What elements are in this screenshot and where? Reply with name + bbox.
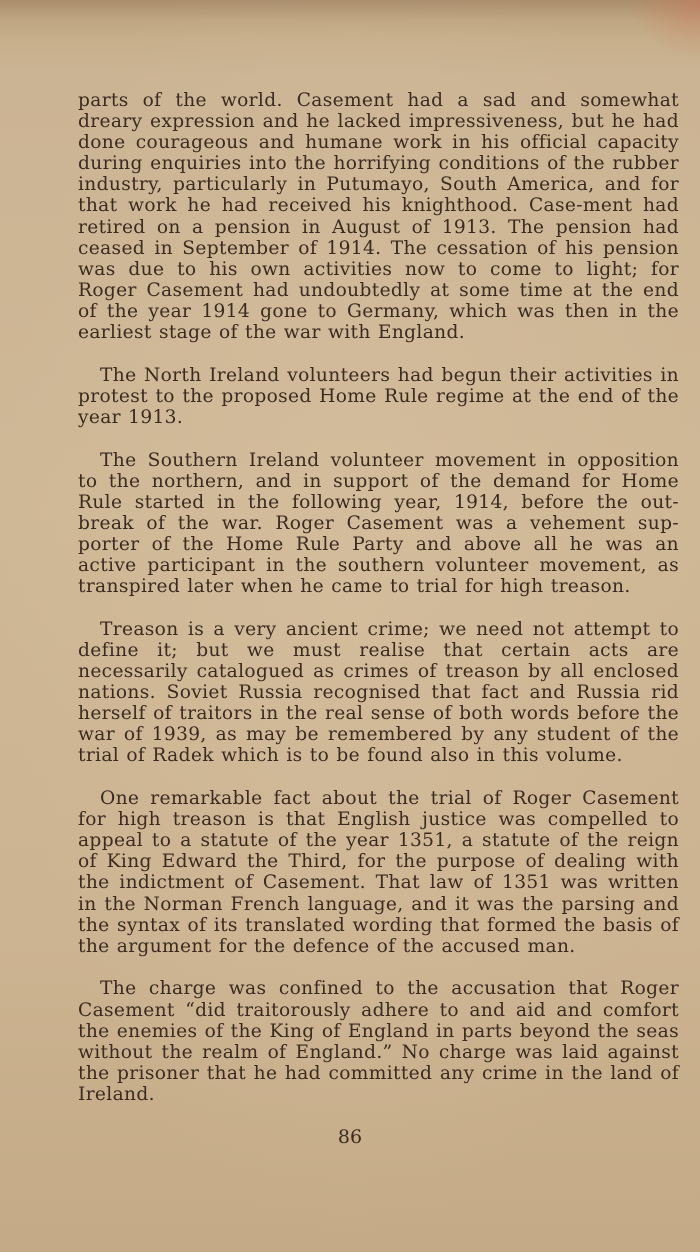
body-text xyxy=(78,90,679,1105)
paragraph-6: The charge was confined to the accusation that Roger Casement “did traitorously adhere to and aid and comfort the enemies of the King of England in parts beyond the seas without the realm of England.” No charge was laid against the prisoner that he had committed any crime in the land of Ireland. xyxy=(78,978,679,1105)
paragraph-5: One remarkable fact about the trial of Roger Casement for high treason is that English justice was compelled to appeal to a statute of the year 1351, a statute of the reign of King Edward the Third, for the purpose of dealing with the indictment of Casement. That law of 1351 was written in the Norman French language, and it was the parsing and the syntax of its translated wording that formed the basis of the argument for the defence of the accused man. xyxy=(78,788,679,957)
paragraph-2: The North Ireland volunteers had begun their activities in protest to the proposed Home Rule regime at the end of the year 1913. xyxy=(78,364,679,428)
paragraph-1: parts of the world. Casement had a sad and somewhat dreary expression and he lacked impressiveness, but he had done courageous and humane work in his official capacity during enquiries into the horrifying conditions of the rubber industry, particularly in Putumayo, South America, and for that work he had received his knighthood. Case-ment had retired on a pension in August of 1913. The pension had ceased in September of 1914. The cessation of his pension was due to his own activities now to come to light; for Roger Casement had undoubtedly at some time at the end of the year 1914 gone to Germany, which was then in the earliest stage of the war with England. xyxy=(78,90,679,344)
page-top-edge-stain xyxy=(0,0,700,38)
paragraph-4: Treason is a very ancient crime; we need not attempt to define it; but we must realise that certain acts are necessarily catalogued as crimes of treason by all enclosed nations. Soviet Russia recognised that fact and Russia rid herself of traitors in the real sense of both words before the war of 1939, as may be remembered by any student of the trial of Radek which is to be found also in this volume. xyxy=(78,618,679,767)
page-corner-stain xyxy=(630,0,700,60)
paragraph-3: The Southern Ireland volunteer movement in opposition to the northern, and in support of the demand for Home Rule started in the following year, 1914, before the out-break of the war. Roger Casement was a vehement sup-porter of the Home Rule Party and above all he was an active participant in the southern volunteer movement, as transpired later when he came to trial for high treason. xyxy=(78,449,679,598)
page-number: 86 xyxy=(337,1126,363,1148)
